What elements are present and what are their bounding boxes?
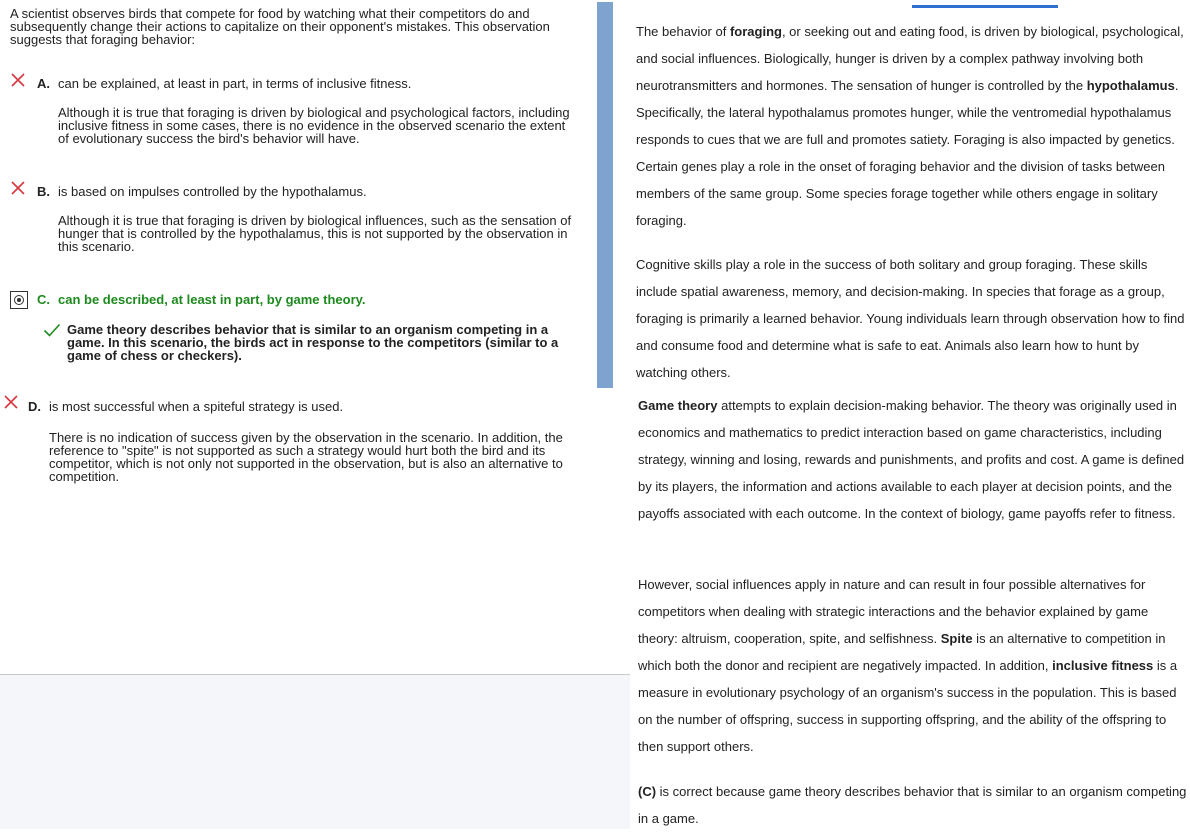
option-c-explanation: Game theory describes behavior that is similar to an organism competing in a game. In this scenario, the birds act in response to the competitors (similar to a game of chess or checkers). xyxy=(67,322,559,363)
option-text: is most successful when a spiteful strategy is used. xyxy=(49,399,344,414)
check-mark-icon xyxy=(43,323,61,342)
explanation-paragraph: The behavior of foraging, or seeking out and eating food, is driven by biological, psychological, and social influences. Biologically, hunger is driven by a complex pathway involving both neurotransmitters and hormones. The sensation of hunger is controlled by the hypothalamus. Specifically, the lateral hypothalamus promotes hunger, while the ventromedial hypothalamus responds to cues that we are full and promotes satiety. Foraging is also impacted by genetics. Certain genes play a role in the onset of foraging behavior and the division of tasks between members of the same group. Some species forage together while others engage in solitary foraging. xyxy=(636,24,1184,228)
option-d[interactable] xyxy=(28,399,588,414)
option-text: can be described, at least in part, by game theory. xyxy=(58,292,366,307)
explanation-paragraph: (C) is correct because game theory describes behavior that is similar to an organism competing in a game. xyxy=(638,784,1187,826)
empty-area xyxy=(0,675,630,829)
option-c[interactable] xyxy=(37,292,577,307)
option-text: is based on impulses controlled by the hypothalamus. xyxy=(58,184,367,199)
explanation-paragraph: However, social influences apply in nature and can result in four possible alternatives for competitors when dealing with strategic interactions and the behavior explained by game theory: altruism, cooperation, spite, and selfishness. Spite is an alternative to competition in which both the donor and recipient are negatively impacted. In addition, inclusive fitness is a measure in evolutionary psychology of an organism's success in the population. This is based on the number of offspring, success in supporting offspring, and the ability of the offspring to then support others. xyxy=(638,577,1178,754)
x-mark-icon xyxy=(3,394,19,410)
option-d-explanation: There is no indication of success given by the observation in the scenario. In addition, the reference to "spite" is not supported as such a strategy would hurt both the bird and its competitor, which is not only not supported in the observation, but is also an alternative to competition. xyxy=(49,430,563,484)
x-mark-icon xyxy=(10,72,26,88)
option-text: can be explained, at least in part, in terms of inclusive fitness. xyxy=(58,76,412,91)
option-b-explanation: Although it is true that foraging is driven by biological influences, such as the sensation of hunger that is controlled by the hypothalamus, this is not supported by the observation in this scenario. xyxy=(58,213,572,254)
option-letter: A. xyxy=(37,76,50,91)
radio-selected-icon[interactable] xyxy=(10,291,28,309)
active-tab-indicator xyxy=(912,5,1058,8)
option-b[interactable] xyxy=(37,184,577,199)
option-letter: B. xyxy=(37,184,50,199)
explanation-paragraph: Game theory attempts to explain decision-making behavior. The theory was originally used in economics and mathematics to predict interaction based on game characteristics, including strategy, winning and losing, rewards and punishments, and profits and cost. A game is defined by its players, the information and actions available to each player at decision points, and the payoffs associated with each outcome. In the context of biology, game payoffs refer to fitness. xyxy=(638,398,1185,521)
question-pane xyxy=(0,0,598,675)
option-a[interactable] xyxy=(37,76,577,91)
x-mark-icon xyxy=(10,180,26,196)
option-letter: D. xyxy=(28,399,41,414)
option-a-explanation: Although it is true that foraging is driven by biological and psychological factors, including inclusive fitness in some cases, there is no evidence in the observed scenario the extent of evolutionary success the bird's behavior will have. xyxy=(58,105,570,146)
pane-splitter[interactable] xyxy=(597,2,613,388)
option-letter: C. xyxy=(37,292,50,307)
question-stem: A scientist observes birds that compete for food by watching what their competitors do and subsequently change their actions to capitalize on their opponent's mistakes. This observation suggests that foraging behavior: xyxy=(10,6,550,47)
explanation-paragraph: Cognitive skills play a role in the success of both solitary and group foraging. These skills include spatial awareness, memory, and decision-making. In species that forage as a group, foraging is primarily a learned behavior. Young individuals learn through observation how to find and consume food and determine what is safe to eat. Animals also learn how to hunt by watching others. xyxy=(636,257,1185,380)
